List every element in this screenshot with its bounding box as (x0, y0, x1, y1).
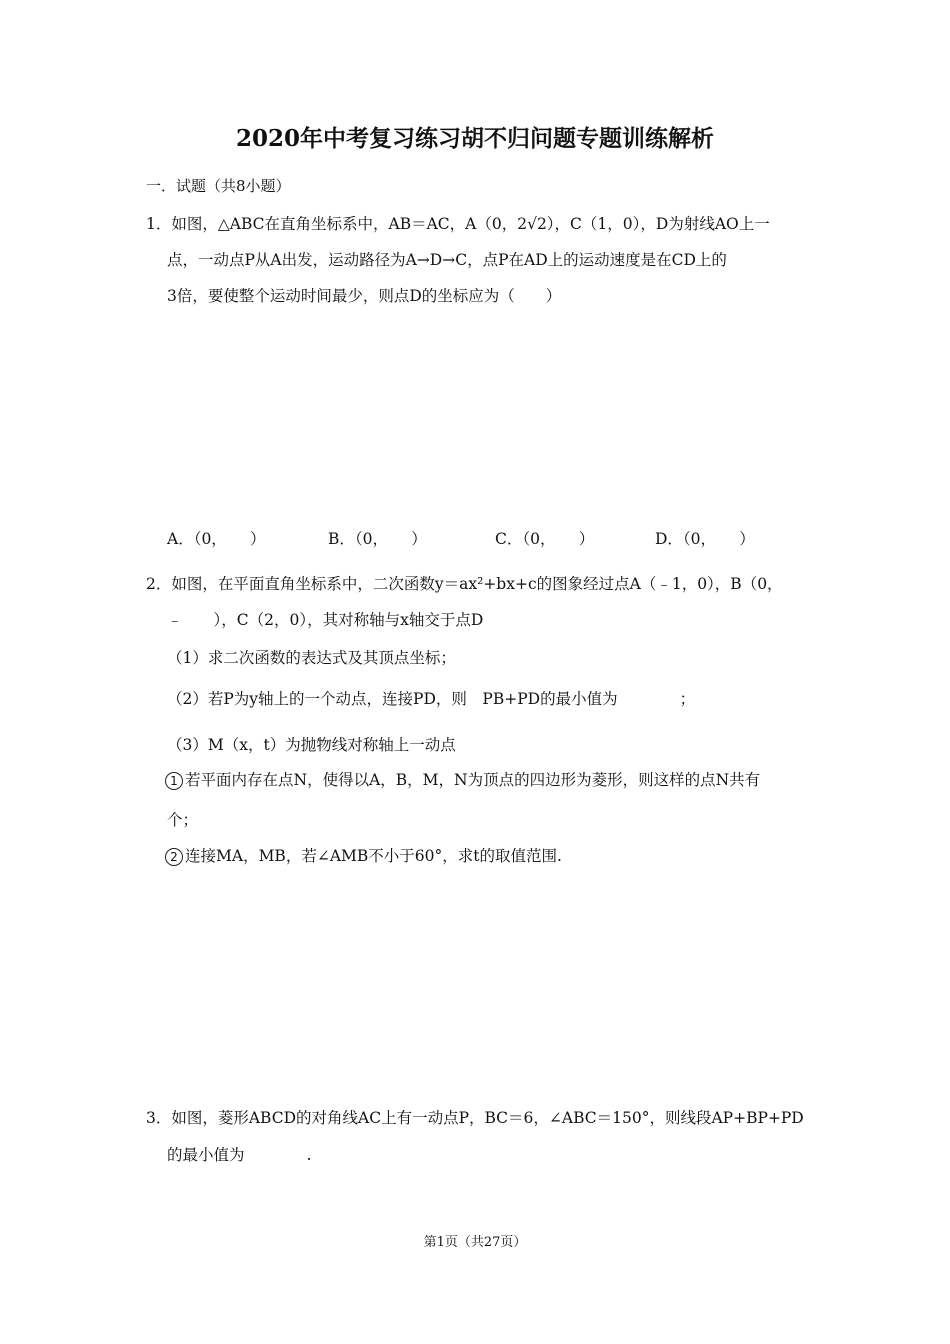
q1-line-3: 3倍，要使整个运动时间最少，则点D的坐标应为（ ） (167, 287, 562, 305)
q1-line-2: 点，一动点P从A出发，运动路径为A→D→C，点P在AD上的运动速度是在CD上的 (167, 251, 727, 269)
document-title: 2020年中考复习练习胡不归问题专题训练解析 (235, 125, 714, 152)
q1-option-a: A．（0， ） (167, 530, 266, 548)
q1-option-d: D．（0， ） (655, 530, 755, 548)
q2-subpart-2 (165, 846, 562, 866)
q1-option-b: B．（0， ） (328, 530, 427, 548)
q3-line-1: 3．如图，菱形ABCD的对角线AC上有一动点P，BC＝6，∠ABC＝150°，则线段AP+BP+PD (146, 1109, 804, 1127)
q2-line-1: 2．如图，在平面直角坐标系中，二次函数y＝ax²+bx+c的图象经过点A（﹣1，0），B（0， (146, 575, 783, 593)
q2-line-2: ﹣ ），C（2，0），其对称轴与x轴交于点D (167, 611, 484, 629)
page-footer: 第1页（共27页） (423, 1235, 527, 1250)
q2-part-2: （2）若P为y轴上的一个动点，连接PD，则 PB+PD的最小值为 ； (167, 690, 696, 708)
circled-number-1: 1 (165, 772, 183, 790)
q2-subpart-1-text: 若平面内存在点N，使得以A，B，M，N为顶点的四边形为菱形，则这样的点N共有 (185, 771, 761, 789)
q2-subpart-2-text: 连接MA，MB，若∠AMB不小于60°，求t的取值范围. (185, 847, 562, 865)
q1-line-1: 1．如图，△ABC在直角坐标系中，AB＝AC，A（0，2√2），C（1，0），D为射线AO上一 (146, 215, 770, 233)
q1-option-c: C．（0， ） (495, 530, 595, 548)
circled-number-2: 2 (165, 848, 183, 866)
q2-subpart-1 (165, 770, 760, 790)
q2-subpart-1-cont: 个； (167, 811, 199, 829)
q2-part-1: （1）求二次函数的表达式及其顶点坐标； (167, 649, 456, 667)
section-heading: 一．试题（共8小题） (146, 177, 291, 195)
q3-line-2: 的最小值为 . (167, 1146, 312, 1164)
q2-part-3: （3）M（x，t）为抛物线对称轴上一动点 (167, 736, 456, 754)
